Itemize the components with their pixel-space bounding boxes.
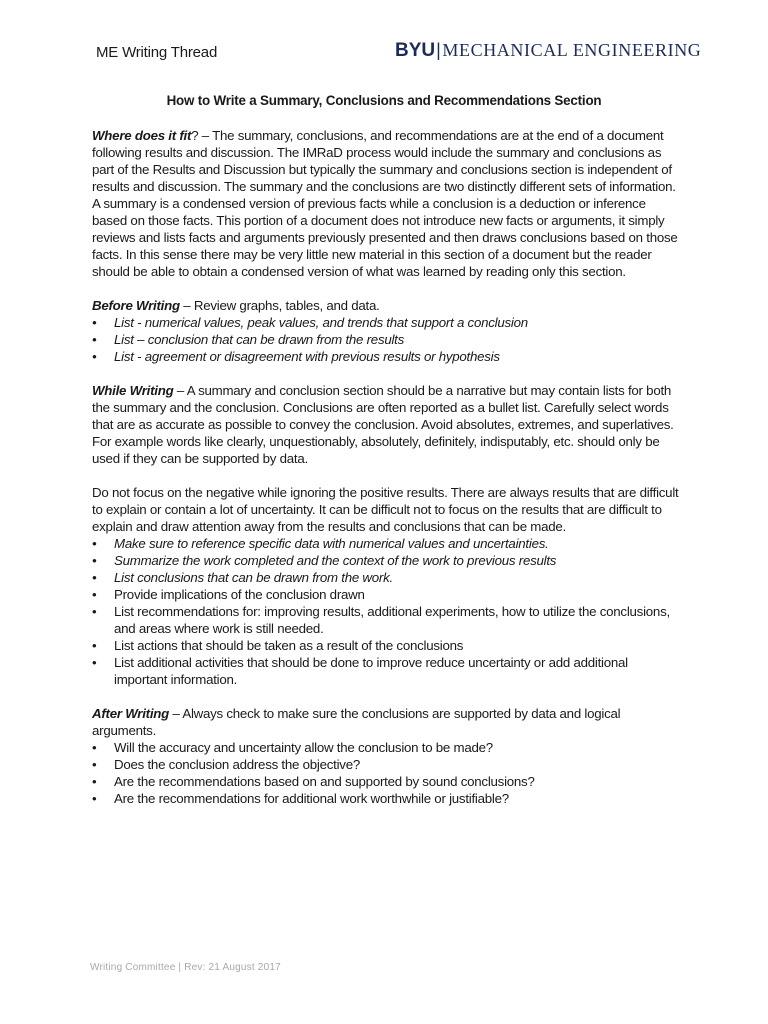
section-lead: After Writing <box>92 706 170 721</box>
document-series-label: ME Writing Thread <box>96 44 218 61</box>
section-lead: While Writing <box>92 383 174 398</box>
logo-department-text: MECHANICAL ENGINEERING <box>442 40 702 60</box>
list-item: • Summarize the work completed and the context of the work to previous results <box>92 552 682 569</box>
list-item: • Are the recommendations based on and supported by sound conclusions? <box>92 773 682 790</box>
list-item: • List actions that should be taken as a result of the conclusions <box>92 637 682 654</box>
list-item: • Make sure to reference specific data with numerical values and uncertainties. <box>92 535 682 552</box>
section-while-writing <box>92 382 682 467</box>
page-title: How to Write a Summary, Conclusions and Recommendations Section <box>166 93 602 108</box>
section-text: – A summary and conclusion section should be a narrative but may contain lists for both the summary and the conclusion. Conclusions are often reported as a bullet list. Carefully select words that are as accurate as possible to convey the conclusion. Avoid absolutes, extremes, and superlatives. For example words like clearly, unquestionably, absolutely, definitely, indisputably, etc. should only be used if they can be supported by data. <box>92 383 674 466</box>
list-item: • Will the accuracy and uncertainty allow the conclusion to be made? <box>92 739 682 756</box>
footer-revision: Writing Committee | Rev: 21 August 2017 <box>90 962 281 973</box>
document-body <box>92 127 682 807</box>
logo-separator: | <box>436 40 442 60</box>
section-text: – Review graphs, tables, and data. <box>179 298 380 313</box>
before-writing-list <box>92 314 682 365</box>
byu-mechanical-engineering-logo <box>395 40 701 62</box>
section-lead: Where does it fit <box>92 128 192 143</box>
list-item: • List - agreement or disagreement with previous results or hypothesis <box>92 348 682 365</box>
list-item: • List conclusions that can be drawn from the work. <box>92 569 682 586</box>
list-item: • Provide implications of the conclusion drawn <box>92 586 682 603</box>
logo-byu-text: BYU <box>395 40 436 61</box>
section-text: ? – The summary, conclusions, and recommendations are at the end of a document following results and discussion. The IMRaD process would include the summary and conclusions as part of the Results and Discussion but typically the summary and conclusions section is independent of results and discussion. The summary and the conclusions are two distinctly different sets of information. A summary is a condensed version of previous facts while a conclusion is a deduction or inference based on those facts. This portion of a document does not introduce new facts or arguments, it simply reviews and lists facts and arguments previously presented and then draws conclusions based on those facts. In this sense there may be very little new material in this section of a document but the reader should be able to obtain a condensed version of what was learned by reading only this section. <box>92 128 678 279</box>
list-item: • List - numerical values, peak values, and trends that support a conclusion <box>92 314 682 331</box>
while-writing-list <box>92 535 682 688</box>
list-item: • Are the recommendations for additional work worthwhile or justifiable? <box>92 790 682 807</box>
section-where-does-it-fit <box>92 127 682 280</box>
after-writing-list <box>92 739 682 807</box>
section-text: – Always check to make sure the conclusions are supported by data and logical arguments. <box>92 706 621 738</box>
list-item: • List additional activities that should be done to improve reduce uncertainty or add additional important information. <box>92 654 682 688</box>
section-after-writing <box>92 705 682 739</box>
list-item: • List – conclusion that can be drawn from the results <box>92 331 682 348</box>
section-lead: Before Writing <box>92 298 180 313</box>
section-negative-results: Do not focus on the negative while ignoring the positive results. There are always results that are difficult to explain or contain a lot of uncertainty. It can be difficult not to focus on the results that are difficult to explain and draw attention away from the results and conclusions that can be made. <box>92 485 679 534</box>
section-before-writing <box>92 297 682 314</box>
list-item: • Does the conclusion address the objective? <box>92 756 682 773</box>
list-item: • List recommendations for: improving results, additional experiments, how to utilize the conclusions, and areas where work is still needed. <box>92 603 682 637</box>
